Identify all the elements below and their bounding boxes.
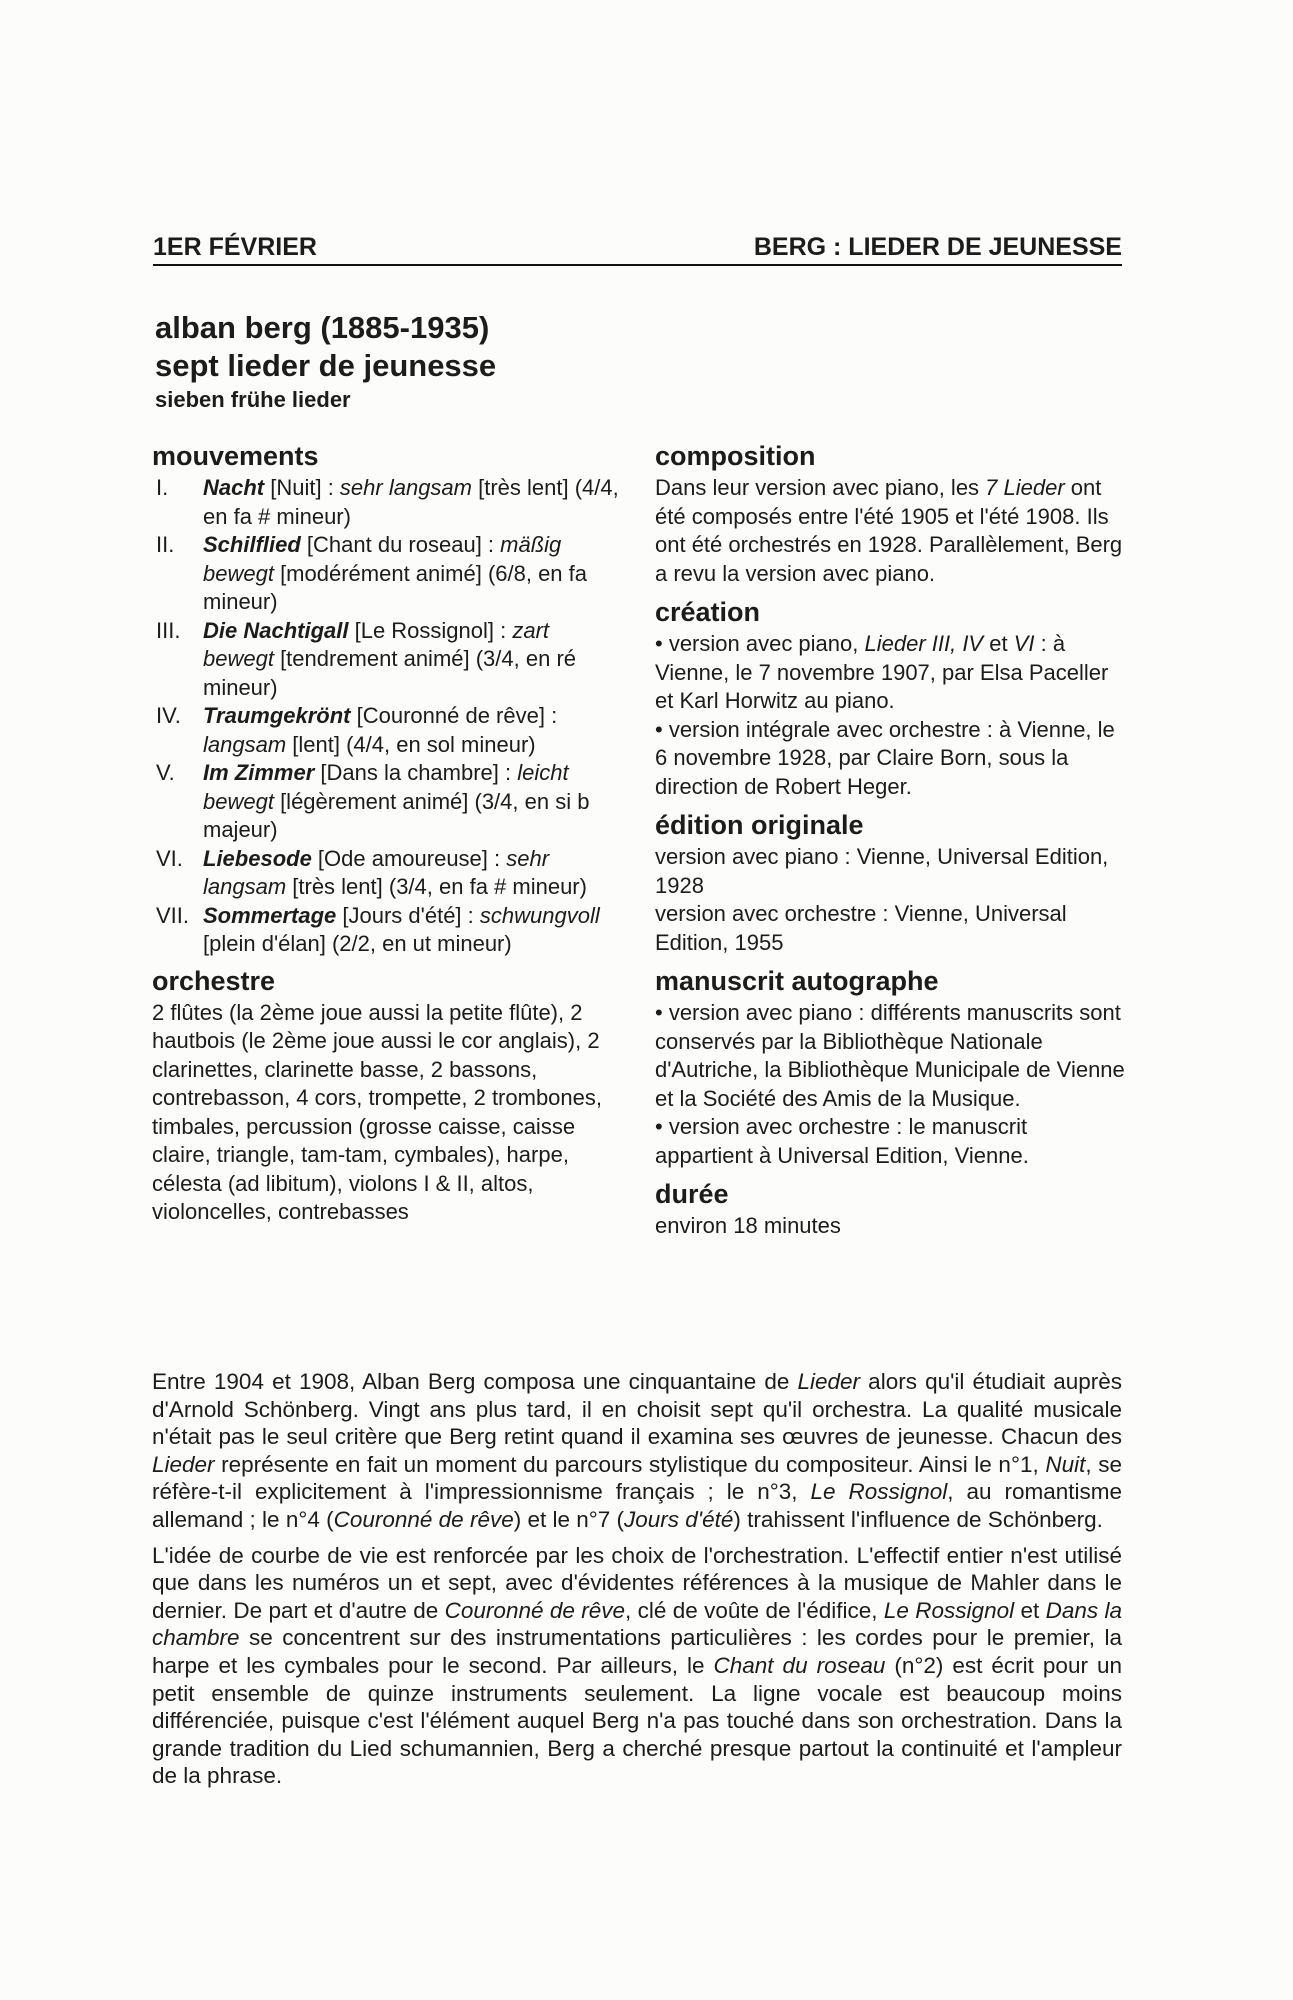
essay-italic-text: Lieder: [152, 1451, 215, 1477]
movement-text: [203, 759, 624, 845]
movement-tempo: langsam: [203, 731, 287, 757]
essay-italic-text: Chant du roseau: [713, 1652, 886, 1678]
program-essay: [152, 1368, 1122, 1798]
essay-italic-text: Dans la chambre: [152, 1597, 1123, 1651]
essay-italic-text: Couronné de rêve: [333, 1506, 514, 1532]
movement-translation: [Ode amoureuse] :: [311, 845, 507, 871]
creation-heading: création: [655, 597, 761, 627]
movement-title: Im Zimmer: [203, 760, 315, 785]
movement-tempo: schwungvoll: [479, 902, 600, 928]
composer-name: alban berg (1885-1935): [155, 310, 490, 345]
movement-tempo: mäßig bewegt: [203, 532, 562, 586]
movement-item: [152, 617, 624, 703]
movement-number: III.: [156, 617, 181, 643]
movement-title: Traumgekrönt: [203, 703, 351, 728]
movement-translation: [Dans la chambre] :: [314, 760, 518, 785]
duration-section: [655, 1178, 1125, 1241]
essay-text: L'idée de courbe de vie est renforcée par les choix de l'orchestration. L'effectif entier n'est utilisé que dans les numéros un et sept, avec d'évidentes références à la musique de Mahler dans le dernier. De part et d'autre de: [152, 1542, 1122, 1623]
essay-text: , se réfère-t-il explicitement à l'impressionnisme français ; le n°3,: [152, 1451, 1122, 1505]
creation-piano-c: : à Vienne, le 7 novembre 1907, par Elsa Paceller et Karl Horwitz au piano.: [655, 631, 1109, 713]
movement-title: Liebesode: [203, 845, 312, 871]
movement-item: [152, 759, 624, 845]
composition-text-italic: 7 Lieder: [985, 475, 1065, 500]
movement-tempo: leicht bewegt: [203, 760, 569, 814]
movement-item: [152, 902, 624, 959]
movement-details: [modérément animé] (6/8, en fa mineur): [203, 560, 588, 614]
orchestra-section: [152, 965, 624, 1227]
concert-date: 1ER FÉVRIER: [153, 233, 317, 261]
movement-number: II.: [156, 532, 175, 557]
movement-title: Die Nachtigall: [203, 617, 349, 643]
essay-paragraph-2: [152, 1542, 1122, 1790]
movement-number: V.: [156, 760, 175, 785]
creation-piano-italic: Lieder III, IV: [864, 631, 984, 656]
creation-piano-b: et: [983, 631, 1014, 656]
movement-text: [203, 617, 624, 703]
work-title: sept lieder de jeunesse: [155, 348, 497, 383]
manuscript-piano: • version avec piano : différents manuscrits sont conservés par la Bibliothèque Nationale d'Autriche, la Bibliothèque Municipale de Vienne et la Société des Amis de la Musique.: [655, 1000, 1125, 1111]
essay-text: ) et le n°7 (: [513, 1506, 625, 1532]
left-column: [152, 440, 624, 1233]
essay-italic-text: Nuit: [1045, 1451, 1086, 1477]
movement-title: Sommertage: [203, 902, 337, 928]
essay-italic-text: Couronné de rêve: [444, 1597, 626, 1623]
page-header: [153, 232, 1122, 266]
essay-text: et: [1014, 1597, 1046, 1623]
movement-item: [152, 702, 624, 759]
orchestra-text: 2 flûtes (la 2ème joue aussi la petite flûte), 2 hautbois (le 2ème joue aussi le cor anglais), 2 clarinettes, clarinette basse, 2 bassons, contrebasson, 4 cors, trompette, 2 trombones, timbales, percussion (grosse caisse, caisse claire, triangle, tam-tam, cymbales), harpe, célesta (ad libitum), violons I & II, altos, violoncelles, contrebasses: [152, 999, 603, 1224]
essay-paragraph-1: [152, 1368, 1122, 1534]
movement-translation: [Nuit] :: [264, 475, 340, 500]
creation-piano-a: • version avec piano,: [655, 631, 865, 656]
movements-section: [152, 440, 624, 959]
essay-text: , au romantisme allemand ; le n°4 (: [152, 1479, 1123, 1532]
work-titles: [155, 309, 855, 414]
essay-italic-text: Lieder: [797, 1369, 861, 1394]
creation-piano-italic2: VI: [1013, 631, 1035, 656]
composition-text-b: ont été composés entre l'été 1905 et l'été 1908. Ils ont été orchestrés en 1928. Parallèlement, Berg a revu la version avec piano.: [655, 475, 1123, 586]
movement-text: [203, 845, 624, 902]
movement-text: [203, 531, 624, 617]
movement-details: [très lent] (3/4, en fa # mineur): [286, 874, 587, 899]
edition-piano: version avec piano : Vienne, Universal Edition, 1928: [655, 844, 1109, 898]
movement-tempo: zart bewegt: [203, 617, 550, 671]
essay-text: ) trahissent l'influence de Schönberg.: [733, 1506, 1103, 1532]
edition-heading: édition originale: [655, 810, 864, 840]
creation-orchestra: • version intégrale avec orchestre : à Vienne, le 6 novembre 1928, par Claire Born, sous la direction de Robert Heger.: [655, 716, 1115, 799]
manuscript-section: [655, 965, 1125, 1170]
movement-title: Nacht: [203, 475, 265, 500]
essay-text: alors qu'il étudiait auprès d'Arnold Schönberg. Vingt ans plus tard, il en choisit sept qu'il orchestra. La qualité musicale n'était pas le seul critère que Berg retint quand il examina ses œuvres de jeunesse. Chacun des: [152, 1369, 1122, 1450]
work-subtitle: sieben frühe lieder: [155, 387, 351, 412]
movement-text: [203, 902, 624, 959]
orchestra-heading: orchestre: [152, 965, 276, 996]
movement-details: [tendrement animé] (3/4, en ré mineur): [203, 646, 577, 700]
movement-title: Schilflied: [203, 532, 301, 557]
movement-details: [lent] (4/4, en sol mineur): [286, 731, 536, 757]
movement-text: [203, 474, 624, 531]
edition-section: [655, 809, 1125, 957]
creation-piano: [655, 630, 1125, 716]
movement-translation: [Jours d'été] :: [336, 902, 480, 928]
movement-text: [203, 702, 624, 759]
edition-orchestra: version avec orchestre : Vienne, Universal Edition, 1955: [655, 901, 1067, 955]
composition-heading: composition: [655, 441, 816, 471]
duration-heading: durée: [655, 1179, 729, 1209]
movement-item: [152, 845, 624, 902]
movement-item: [152, 531, 624, 617]
composition-text: [655, 474, 1125, 588]
composition-text-a: Dans leur version avec piano, les: [655, 475, 986, 500]
movement-number: VII.: [156, 902, 190, 928]
movements-heading: mouvements: [152, 441, 319, 471]
essay-italic-text: Jours d'été: [624, 1506, 734, 1532]
right-column: [655, 440, 1125, 1249]
essay-text: Entre 1904 et 1908, Alban Berg composa une cinquantaine de: [152, 1369, 798, 1394]
essay-italic-text: Le Rossignol: [883, 1597, 1015, 1623]
essay-italic-text: Le Rossignol: [810, 1479, 948, 1505]
movement-tempo: sehr langsam: [339, 475, 472, 500]
movement-details: [légèrement animé] (3/4, en si b majeur): [203, 788, 590, 842]
essay-text: se concentrent sur des instrumentations particulières : les cordes pour le premier, la harpe et les cymbales pour le second. Par ailleurs, le: [152, 1625, 1122, 1678]
essay-text: représente en fait un moment du parcours stylistique du compositeur. Ainsi le n°1,: [214, 1451, 1046, 1477]
movement-number: VI.: [156, 845, 183, 871]
movements-list: [152, 474, 624, 959]
header-title: BERG : LIEDER DE JEUNESSE: [753, 233, 1122, 261]
essay-text: , clé de voûte de l'édifice,: [625, 1597, 884, 1623]
movement-details: [très lent] (4/4, en fa # mineur): [203, 475, 619, 529]
movement-translation: [Le Rossignol] :: [348, 617, 513, 643]
manuscript-orchestra: • version avec orchestre : le manuscrit appartient à Universal Edition, Vienne.: [655, 1114, 1029, 1168]
movement-details: [plein d'élan] (2/2, en ut mineur): [203, 931, 512, 956]
movement-translation: [Couronné de rêve] :: [350, 703, 558, 728]
movement-translation: [Chant du roseau] :: [300, 532, 501, 557]
creation-section: [655, 596, 1125, 801]
movement-number: I.: [156, 475, 169, 500]
composition-section: [655, 440, 1125, 588]
movement-item: [152, 474, 624, 531]
duration-text: environ 18 minutes: [655, 1213, 841, 1238]
manuscript-heading: manuscrit autographe: [655, 966, 939, 996]
essay-text: (n°2) est écrit pour un petit ensemble de quinze instruments seulement. La ligne vocale est beaucoup moins différenciée, puisque c'est l'élément auquel Berg n'a pas touché dans son orchestration. Dans la grande tradition du Lied schumannien, Berg a cherché presque partout la continuité et l'ampleur de la phrase.: [152, 1652, 1122, 1789]
movement-tempo: sehr langsam: [203, 845, 550, 899]
movement-number: IV.: [156, 703, 181, 728]
